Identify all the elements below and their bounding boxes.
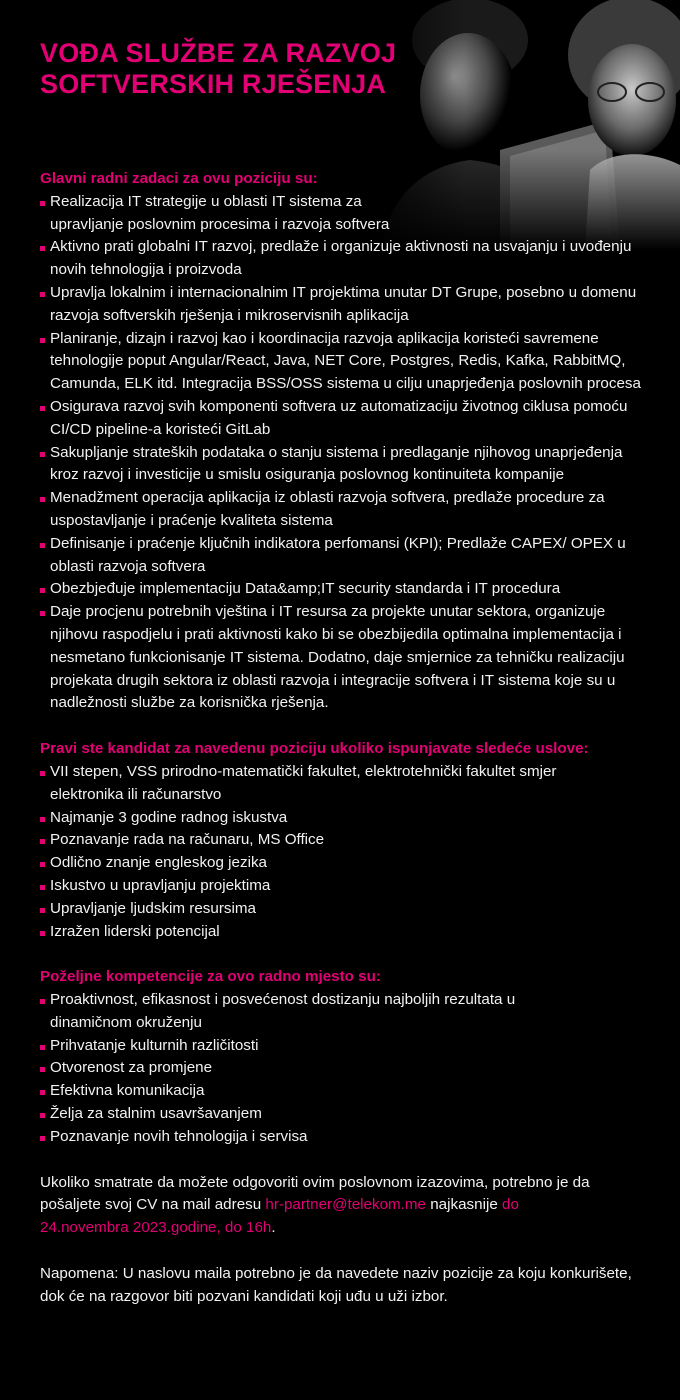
list-item: Daje procjenu potrebnih vještina i IT resursa za projekte unutar sektora, organizuje njihovu raspodjelu i prati aktivnosti kako bi se obezbijedila optimalna implementacija i nesmetano funkcionisanje IT sistema. Dodatno, daje smjernice za tehničku realizaciju projekata drugih sektora iz oblasti razvoja i integracije softvera i IT sistema koje su u nadležnosti službe za korisnička rješenja. bbox=[40, 601, 646, 715]
tasks-heading: Glavni radni zadaci za ovu poziciju su: bbox=[40, 170, 318, 187]
note-paragraph: Napomena: U naslovu maila potrebno je da navedete naziv pozicije za koju konkurišete, dok će na razgovor biti pozvani kandidati koji uđu u uži izbor. bbox=[40, 1265, 632, 1305]
list-item: Definisanje i praćenje ključnih indikatora perfomansi (KPI); Predlaže CAPEX/ OPEX u oblasti razvoja softvera bbox=[40, 533, 646, 579]
list-item: Menadžment operacija aplikacija iz oblasti razvoja softvera, predlaže procedure za uspostavljanje i praćenje kvaliteta sistema bbox=[40, 487, 646, 533]
job-description bbox=[40, 168, 646, 1309]
list-item: Aktivno prati globalni IT razvoj, predlaže i organizuje aktivnosti na usvajanju i uvođenju novih tehnologija i proizvoda bbox=[40, 236, 646, 282]
list-item: Otvorenost za promjene bbox=[40, 1057, 646, 1080]
list-item: Sakupljanje strateških podataka o stanju sistema i predlaganje njihovog unaprjeđenja kroz razvoj i investicije u smislu osiguranja poslovnog kontinuiteta kompanije bbox=[40, 442, 646, 488]
list-item: Realizacija IT strategije u oblasti IT sistema za upravljanje poslovnim procesima i razvoja softvera bbox=[40, 191, 402, 237]
competencies-list bbox=[40, 989, 646, 1149]
list-item: Iskustvo u upravljanju projektima bbox=[40, 875, 646, 898]
list-item: Proaktivnost, efikasnost i posvećenost dostizanju najboljih rezultata u dinamičnom okruženju bbox=[40, 989, 590, 1035]
list-item: Najmanje 3 godine radnog iskustva bbox=[40, 807, 646, 830]
requirements-heading: Pravi ste kandidat za navedenu poziciju ukoliko ispunjavate sledeće uslove: bbox=[40, 740, 589, 758]
list-item: Poznavanje rada na računaru, MS Office bbox=[40, 829, 646, 852]
list-item: Izražen liderski potencijal bbox=[40, 921, 646, 944]
deadline-text: do 24.novembra 2023.godine, do 16h bbox=[40, 1196, 519, 1237]
list-item: Obezbjeđuje implementaciju Data&amp;IT security standarda i IT procedura bbox=[40, 578, 646, 601]
list-item: Planiranje, dizajn i razvoj kao i koordinacija razvoja aplikacija koristeći savremene tehnologije poput Angular/React, Java, NET Core, Postgres, Redis, Kafka, RabbitMQ, Camunda, ELK itd. Integracija BSS/OSS sistema u cilju unaprjeđenja poslovnih procesa bbox=[40, 328, 646, 396]
list-item: Odlično znanje engleskog jezika bbox=[40, 852, 646, 875]
list-item: Osigurava razvoj svih komponenti softvera uz automatizaciju životnog ciklusa pomoću CI/CD pipeline-a koristeći GitLab bbox=[40, 396, 646, 442]
list-item: Prihvatanje kulturnih različitosti bbox=[40, 1035, 646, 1058]
application-paragraph: Ukoliko smatrate da možete odgovoriti ovim poslovnom izazovima, potrebno je da pošaljete svoj CV na mail adresu hr-partner@telekom.me najkasnije do 24.novembra 2023.godine, do 16h. bbox=[40, 1173, 590, 1237]
list-item: Upravljanje ljudskim resursima bbox=[40, 898, 646, 921]
tasks-list bbox=[40, 191, 646, 715]
list-item: Želja za stalnim usavršavanjem bbox=[40, 1103, 646, 1126]
requirements-list bbox=[40, 761, 646, 943]
list-item: VII stepen, VSS prirodno-matematički fakultet, elektrotehnički fakultet smjer elektronika ili računarstvo bbox=[40, 761, 610, 807]
job-title: VOĐA SLUŽBE ZA RAZVOJ SOFTVERSKIH RJEŠENJA bbox=[40, 38, 397, 99]
list-item: Poznavanje novih tehnologija i servisa bbox=[40, 1126, 646, 1149]
email-link[interactable]: hr-partner@telekom.me bbox=[265, 1196, 427, 1214]
list-item: Efektivna komunikacija bbox=[40, 1080, 646, 1103]
list-item: Upravlja lokalnim i internacionalnim IT projektima unutar DT Grupe, posebno u domenu razvoja softverskih rješenja i mikroservisnih aplikacija bbox=[40, 282, 646, 328]
competencies-heading: Poželjne kompetencije za ovo radno mjesto su: bbox=[40, 968, 381, 986]
